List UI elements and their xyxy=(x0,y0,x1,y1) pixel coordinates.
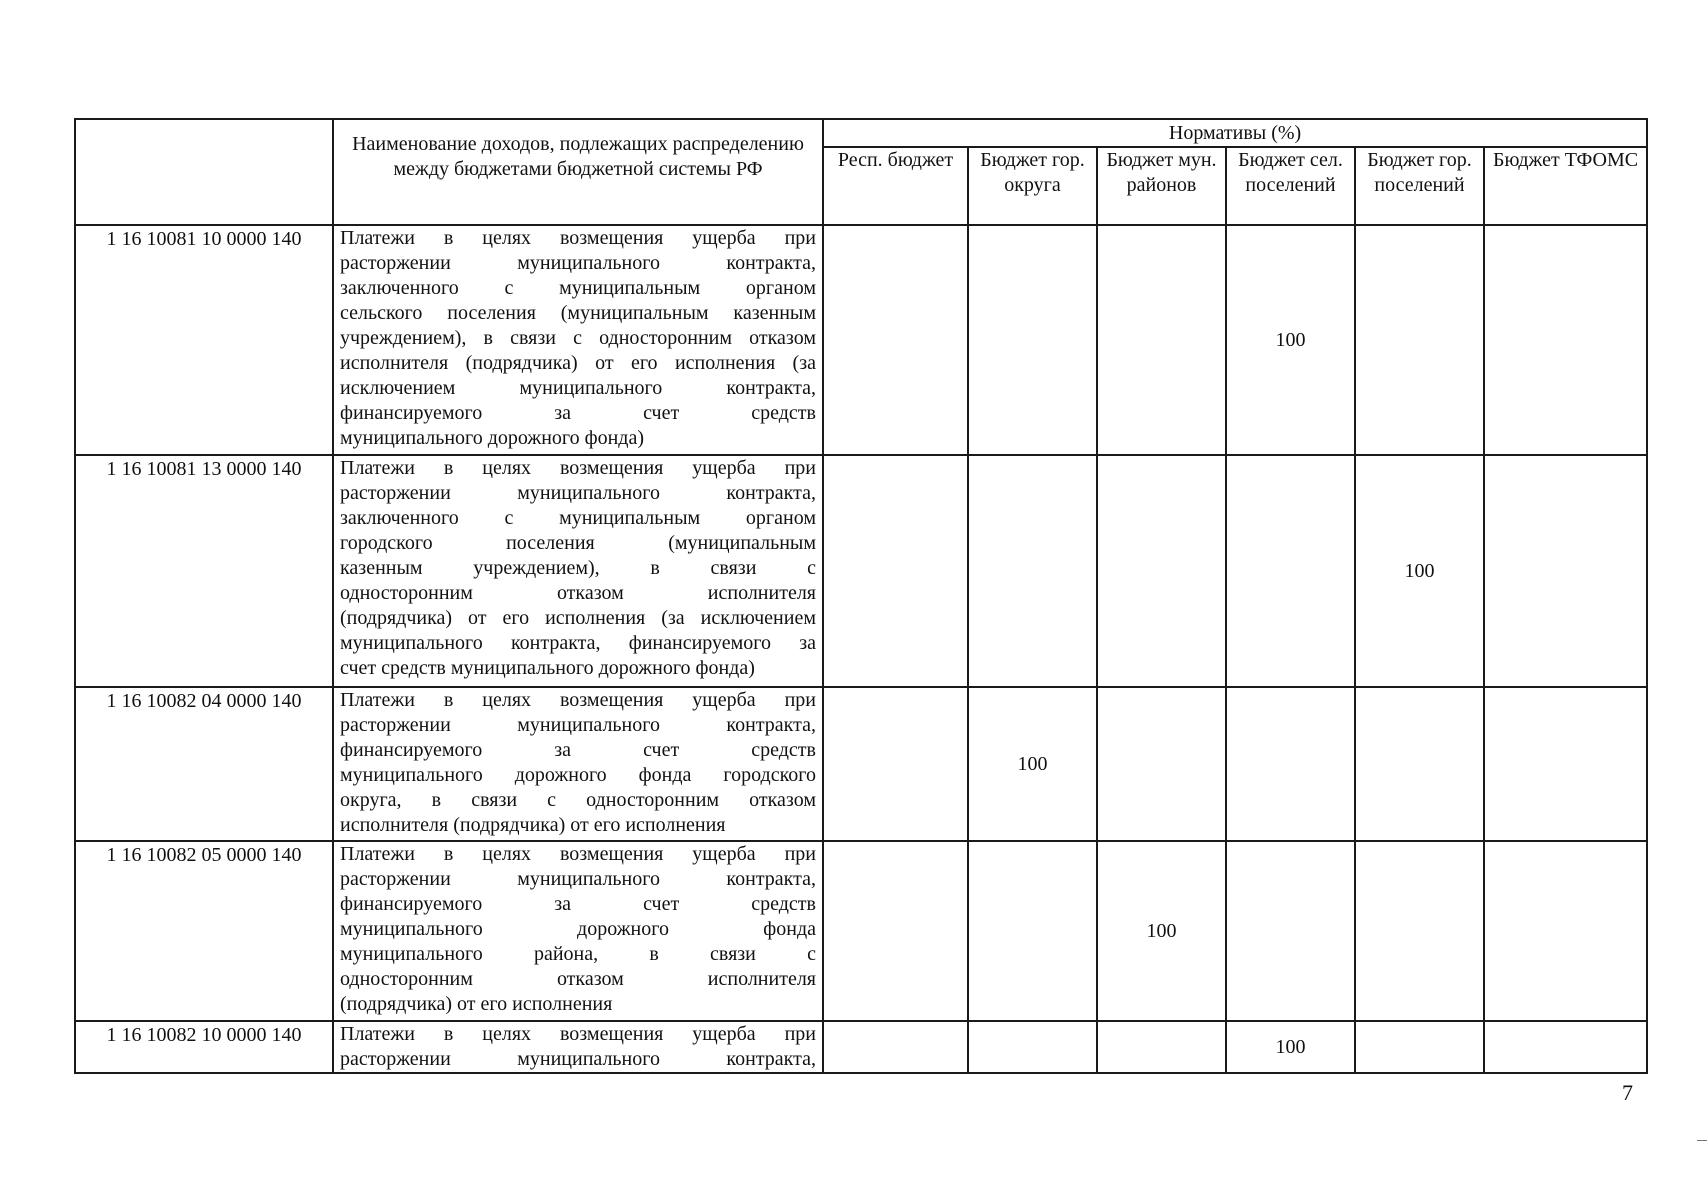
row-value-col-5 xyxy=(1484,1021,1647,1073)
description-line: учреждением), в связи с односторонним отказом xyxy=(340,327,816,349)
description-line: расторжении муниципального контракта, xyxy=(340,1048,816,1070)
description-line: муниципального контракта, финансируемого за xyxy=(340,632,816,654)
description-line: расторжении муниципального контракта, xyxy=(340,252,816,274)
row-description xyxy=(333,225,823,455)
row-value-col-2 xyxy=(1097,687,1226,841)
row-value-col-0 xyxy=(823,687,968,841)
header-col-resp: Респ. бюджет xyxy=(823,147,968,225)
header-col-gor-okruga: Бюджет гор. округа xyxy=(968,147,1097,225)
row-value-col-5 xyxy=(1484,687,1647,841)
row-description xyxy=(333,841,823,1021)
row-value-col-2 xyxy=(1097,225,1226,455)
table-row xyxy=(75,841,1647,1021)
description-line: (подрядчика) от его исполнения xyxy=(340,993,613,1015)
table-row xyxy=(75,687,1647,841)
table-row xyxy=(75,225,1647,455)
row-value-col-0 xyxy=(823,225,968,455)
header-norms-title: Нормативы (%) xyxy=(823,119,1647,147)
row-value-col-1 xyxy=(968,1021,1097,1073)
description-line: исполнителя (подрядчика) от его исполнения (за xyxy=(340,352,816,374)
description-line: муниципального дорожного фонда xyxy=(340,918,816,940)
header-col-gor-poseleniy: Бюджет гор. поселений xyxy=(1355,147,1484,225)
description-line: (подрядчика) от его исполнения (за исключением xyxy=(340,607,816,629)
row-value-col-1 xyxy=(968,841,1097,1021)
row-value-col-4 xyxy=(1355,225,1484,455)
description-line: Платежи в целях возмещения ущерба при xyxy=(340,227,816,249)
header-col-tfoms: Бюджет ТФОМС xyxy=(1484,147,1647,225)
description-line: односторонним отказом исполнителя xyxy=(340,968,816,990)
row-description xyxy=(333,455,823,687)
row-value-col-3: 100 xyxy=(1226,225,1355,455)
row-value-col-2: 100 xyxy=(1097,841,1226,1021)
row-value-col-1 xyxy=(968,455,1097,687)
row-value-col-3 xyxy=(1226,841,1355,1021)
row-value-col-1 xyxy=(968,225,1097,455)
description-line: Платежи в целях возмещения ущерба при xyxy=(340,457,816,479)
row-value-col-2 xyxy=(1097,1021,1226,1073)
row-value-col-3: 100 xyxy=(1226,1021,1355,1073)
row-value-col-0 xyxy=(823,455,968,687)
description-line: муниципального дорожного фонда) xyxy=(340,427,645,449)
row-value-col-4 xyxy=(1355,841,1484,1021)
header-col-mun-rayonov: Бюджет мун. районов xyxy=(1097,147,1226,225)
page-number: 7 xyxy=(1622,1080,1633,1105)
description-line: финансируемого за счет средств xyxy=(340,739,816,761)
row-value-col-1: 100 xyxy=(968,687,1097,841)
row-code: 1 16 10082 10 0000 140 xyxy=(75,1021,333,1073)
row-description xyxy=(333,1021,823,1073)
row-code: 1 16 10082 05 0000 140 xyxy=(75,841,333,1021)
description-line: заключенного с муниципальным органом xyxy=(340,507,816,529)
header-col-sel-poseleniy: Бюджет сел. поселений xyxy=(1226,147,1355,225)
table-row xyxy=(75,1021,1647,1073)
row-value-col-5 xyxy=(1484,841,1647,1021)
description-line: расторжении муниципального контракта, xyxy=(340,714,816,736)
row-value-col-0 xyxy=(823,1021,968,1073)
row-value-col-5 xyxy=(1484,455,1647,687)
description-line: исполнителя (подрядчика) от его исполнения xyxy=(340,814,726,836)
description-line: расторжении муниципального контракта, xyxy=(340,868,816,890)
row-description xyxy=(333,687,823,841)
description-line: муниципального дорожного фонда городского xyxy=(340,764,816,786)
description-line: заключенного с муниципальным органом xyxy=(340,277,816,299)
revenue-norms-table xyxy=(74,118,1648,1074)
row-value-col-5 xyxy=(1484,225,1647,455)
scan-edge-mark xyxy=(1697,1140,1707,1141)
row-value-col-4 xyxy=(1355,1021,1484,1073)
description-line: Платежи в целях возмещения ущерба при xyxy=(340,689,816,711)
description-line: городского поселения (муниципальным xyxy=(340,532,816,554)
row-value-col-0 xyxy=(823,841,968,1021)
description-line: финансируемого за счет средств xyxy=(340,893,816,915)
description-line: Платежи в целях возмещения ущерба при xyxy=(340,1023,816,1045)
description-line: расторжении муниципального контракта, xyxy=(340,482,816,504)
description-line: Платежи в целях возмещения ущерба при xyxy=(340,843,816,865)
header-name-cell: Наименование доходов, подлежащих распределению между бюджетами бюджетной системы РФ xyxy=(333,119,823,225)
description-line: счет средств муниципального дорожного фонда) xyxy=(340,657,755,679)
table-row xyxy=(75,455,1647,687)
description-line: муниципального района, в связи с xyxy=(340,943,816,965)
description-line: финансируемого за счет средств xyxy=(340,402,816,424)
description-line: казенным учреждением), в связи с xyxy=(340,557,816,579)
row-value-col-4: 100 xyxy=(1355,455,1484,687)
row-code: 1 16 10081 10 0000 140 xyxy=(75,225,333,455)
row-value-col-3 xyxy=(1226,455,1355,687)
description-line: исключением муниципального контракта, xyxy=(340,377,816,399)
row-value-col-4 xyxy=(1355,687,1484,841)
row-value-col-3 xyxy=(1226,687,1355,841)
row-value-col-2 xyxy=(1097,455,1226,687)
row-code: 1 16 10081 13 0000 140 xyxy=(75,455,333,687)
description-line: округа, в связи с односторонним отказом xyxy=(340,789,816,811)
description-line: односторонним отказом исполнителя xyxy=(340,582,816,604)
row-code: 1 16 10082 04 0000 140 xyxy=(75,687,333,841)
header-code-cell xyxy=(75,119,333,225)
description-line: сельского поселения (муниципальным казенным xyxy=(340,302,816,324)
